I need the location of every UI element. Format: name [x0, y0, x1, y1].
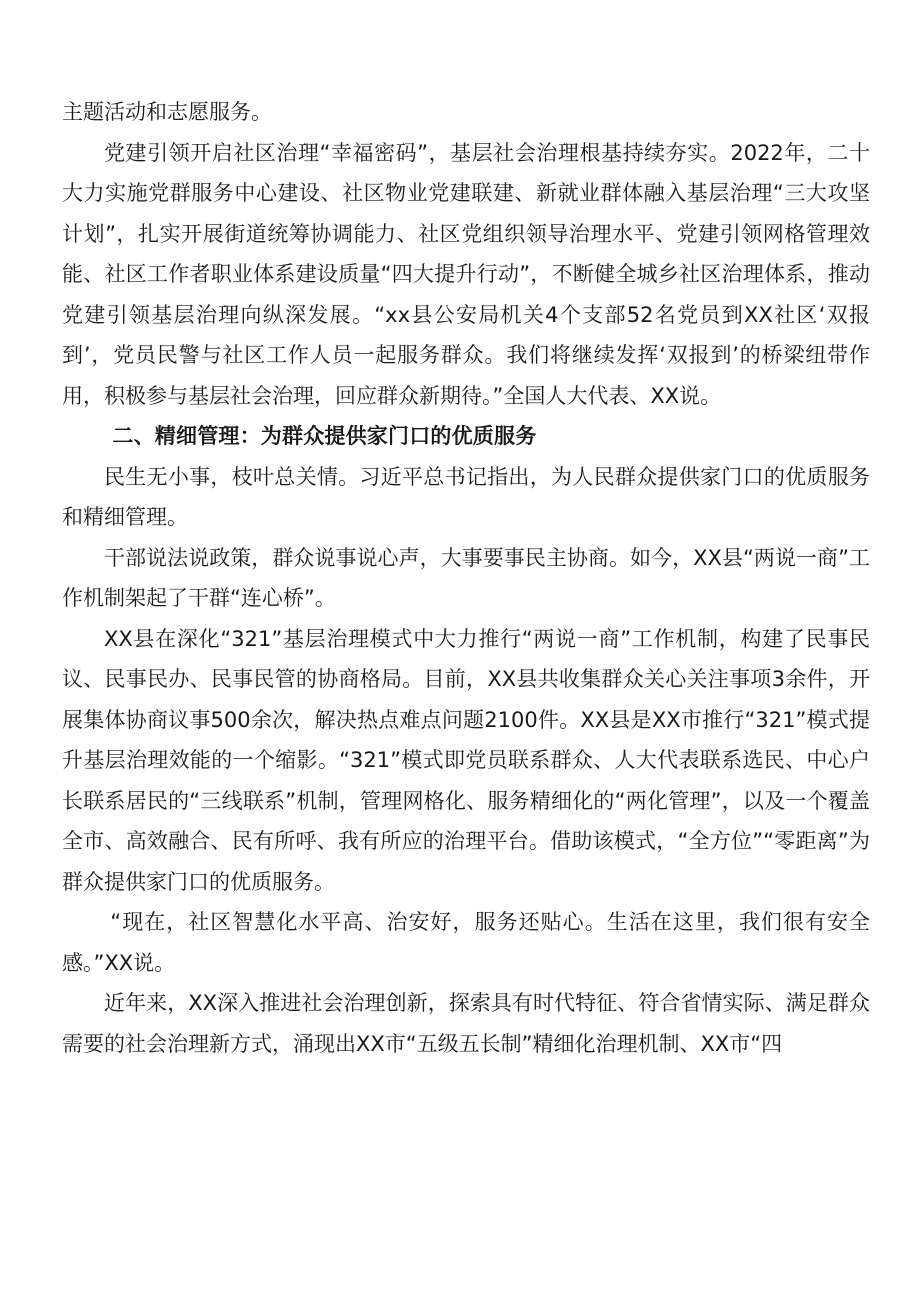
paragraph-livelihood: 民生无小事，枝叶总关情。习近平总书记指出，为人民群众提供家门口的优质服务和精细管理。 [62, 464, 870, 529]
section-heading: 二、精细管理：为群众提供家门口的优质服务 [112, 424, 537, 448]
paragraph-party-building: 党建引领开启社区治理“幸福密码”，基层社会治理根基持续夯实。2022年，二十大力实施党群服务中心建设、社区物业党建联建、新就业群体融入基层治理“三大攻坚计划”，扎实开展街道统筹协调能力、社区党组织领导治理水平、党建引领网格管理效能、社区工作者职业体系建设质量“四大提升行动”，不断健全城乡社区治理体系，推动党建引领基层治理向纵深发展。“xx县公安局机关4个支部52名党员到XX社区‘双报到’，党员民警与社区工作人员一起服务群众。我们将继续发挥‘双报到’的桥梁纽带作用，积极参与基层社会治理，回应群众新期待。”全国人大代表、XX说。 [62, 140, 870, 408]
paragraph-consultation: 干部说法说政策，群众说事说心声，大事要事民主协商。如今，XX县“两说一商”工作机制架起了干群“连心桥”。 [62, 545, 870, 610]
paragraph-321-model: XX县在深化“321”基层治理模式中大力推行“两说一商”工作机制，构建了民事民议、民事民办、民事民管的协商格局。目前，XX县共收集群众关心关注事项3余件，开展集体协商议事500余次，解决热点难点问题2100件。XX县是XX市推行“321”模式提升基层治理效能的一个缩影。“321”模式即党员联系群众、人大代表联系选民、中心户长联系居民的“三线联系”机制，管理网格化、服务精细化的“两化管理”，以及一个覆盖全市、高效融合、民有所呼、我有所应的治理平台。借助该模式，“全方位”“零距离”为群众提供家门口的优质服务。 [62, 626, 870, 894]
paragraph-innovation: 近年来，XX深入推进社会治理创新，探索具有时代特征、符合省情实际、满足群众需要的社会治理新方式，涌现出XX市“五级五长制”精细化治理机制、XX市“四 [62, 991, 870, 1056]
paragraph-continuation: 主题活动和志愿服务。 [62, 100, 272, 124]
paragraph-quote: “现在，社区智慧化水平高、治安好，服务还贴心。生活在这里，我们很有安全感。”XX说。 [62, 910, 870, 975]
